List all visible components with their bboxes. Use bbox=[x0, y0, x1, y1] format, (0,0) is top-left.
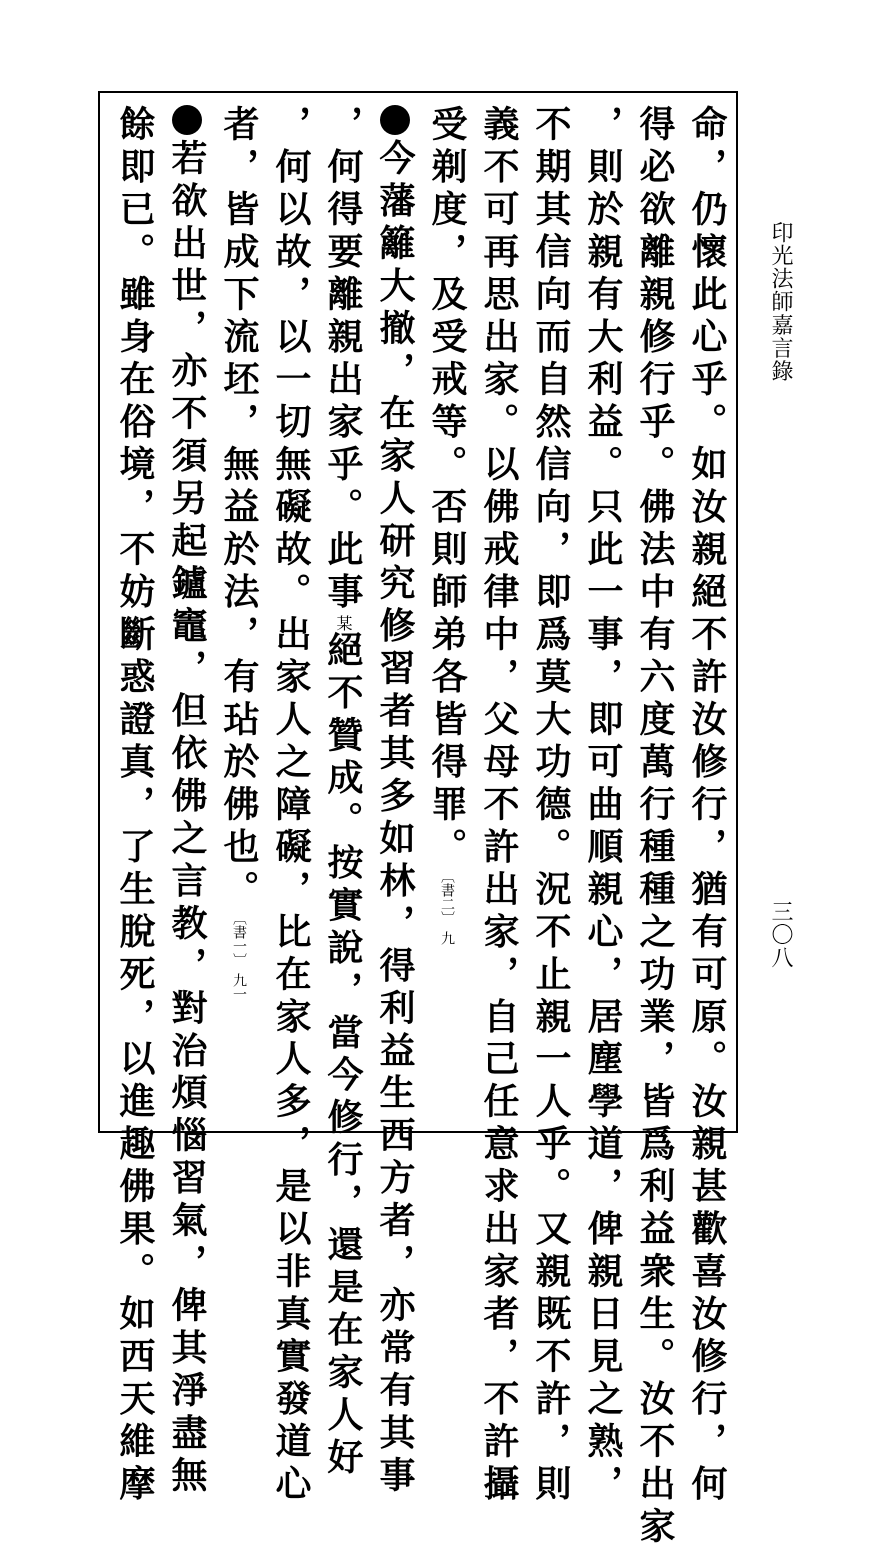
page-number: 三〇八 bbox=[768, 900, 793, 970]
source-note-number: 九一 bbox=[231, 973, 247, 1002]
column-text: 若欲出世，亦不須另起鑪竈，但依佛之言教，對治煩惱習氣，俾其淨盡無 bbox=[166, 139, 208, 1499]
source-note-number: 九 bbox=[439, 930, 455, 945]
text-column-9 bbox=[268, 105, 314, 1507]
column-text: 義不可再思出家。以佛戒律中，父母不許出家，自己任意求出家者，不許攝 bbox=[478, 105, 520, 1507]
bullet-icon bbox=[172, 105, 202, 135]
column-text: 餘即已。雖身在俗境，不妨斷惑證真，了生脫死，以進趣佛果。如西天維摩 bbox=[114, 105, 156, 1507]
bullet-icon bbox=[380, 105, 410, 135]
text-column-11 bbox=[164, 105, 210, 1498]
column-text: 者，皆成下流坯，無益於法，有玷於佛也。 bbox=[218, 105, 260, 913]
annotation-mou: 某 bbox=[334, 614, 353, 631]
column-text: 命，仍懷此心乎。如汝親絕不許汝修行，猶有可原。汝親甚歡喜汝修行，何 bbox=[686, 105, 728, 1507]
text-column-5 bbox=[476, 105, 522, 1507]
text-column-3 bbox=[580, 105, 626, 1507]
column-text-cont: 絕不贊成。按實說，當今修行，還是在家人好 bbox=[322, 630, 364, 1481]
book-title: 印光法師嘉言錄 bbox=[768, 221, 793, 383]
text-column-12 bbox=[112, 105, 158, 1507]
text-column-10 bbox=[216, 105, 262, 1001]
text-body bbox=[114, 105, 732, 1549]
text-column-6 bbox=[424, 105, 470, 945]
column-text: 得必欲離親修行乎。佛法中有六度萬行種種之功業，皆爲利益衆生。汝不出家 bbox=[634, 105, 676, 1549]
text-column-1 bbox=[684, 105, 730, 1507]
column-text: 受剃度，及受戒等。否則師弟各皆得罪。 bbox=[426, 105, 468, 870]
text-column-8 bbox=[320, 105, 366, 1480]
column-text: 今藩籬大撤，在家人研究修習者其多如林，得利益生西方者，亦常有其事 bbox=[374, 139, 416, 1499]
column-text: ，何得要離親出家乎。此事 bbox=[322, 105, 364, 615]
column-text: 不期其信向而自然信向，即爲莫大功德。況不止親一人乎。又親既不許，則 bbox=[530, 105, 572, 1507]
text-column-4 bbox=[528, 105, 574, 1507]
column-text: ，則於親有大利益。只此一事，即可曲順親心，居塵學道，俾親日見之熟， bbox=[582, 105, 624, 1507]
source-note: 〔書二〕 bbox=[439, 875, 455, 925]
text-column-7 bbox=[372, 105, 418, 1498]
source-note: 〔書一〕 bbox=[231, 918, 247, 968]
text-column-2 bbox=[632, 105, 678, 1549]
column-text: ，何以故，以一切無礙故。出家人之障礙，比在家人多，是以非真實發道心 bbox=[270, 105, 312, 1507]
